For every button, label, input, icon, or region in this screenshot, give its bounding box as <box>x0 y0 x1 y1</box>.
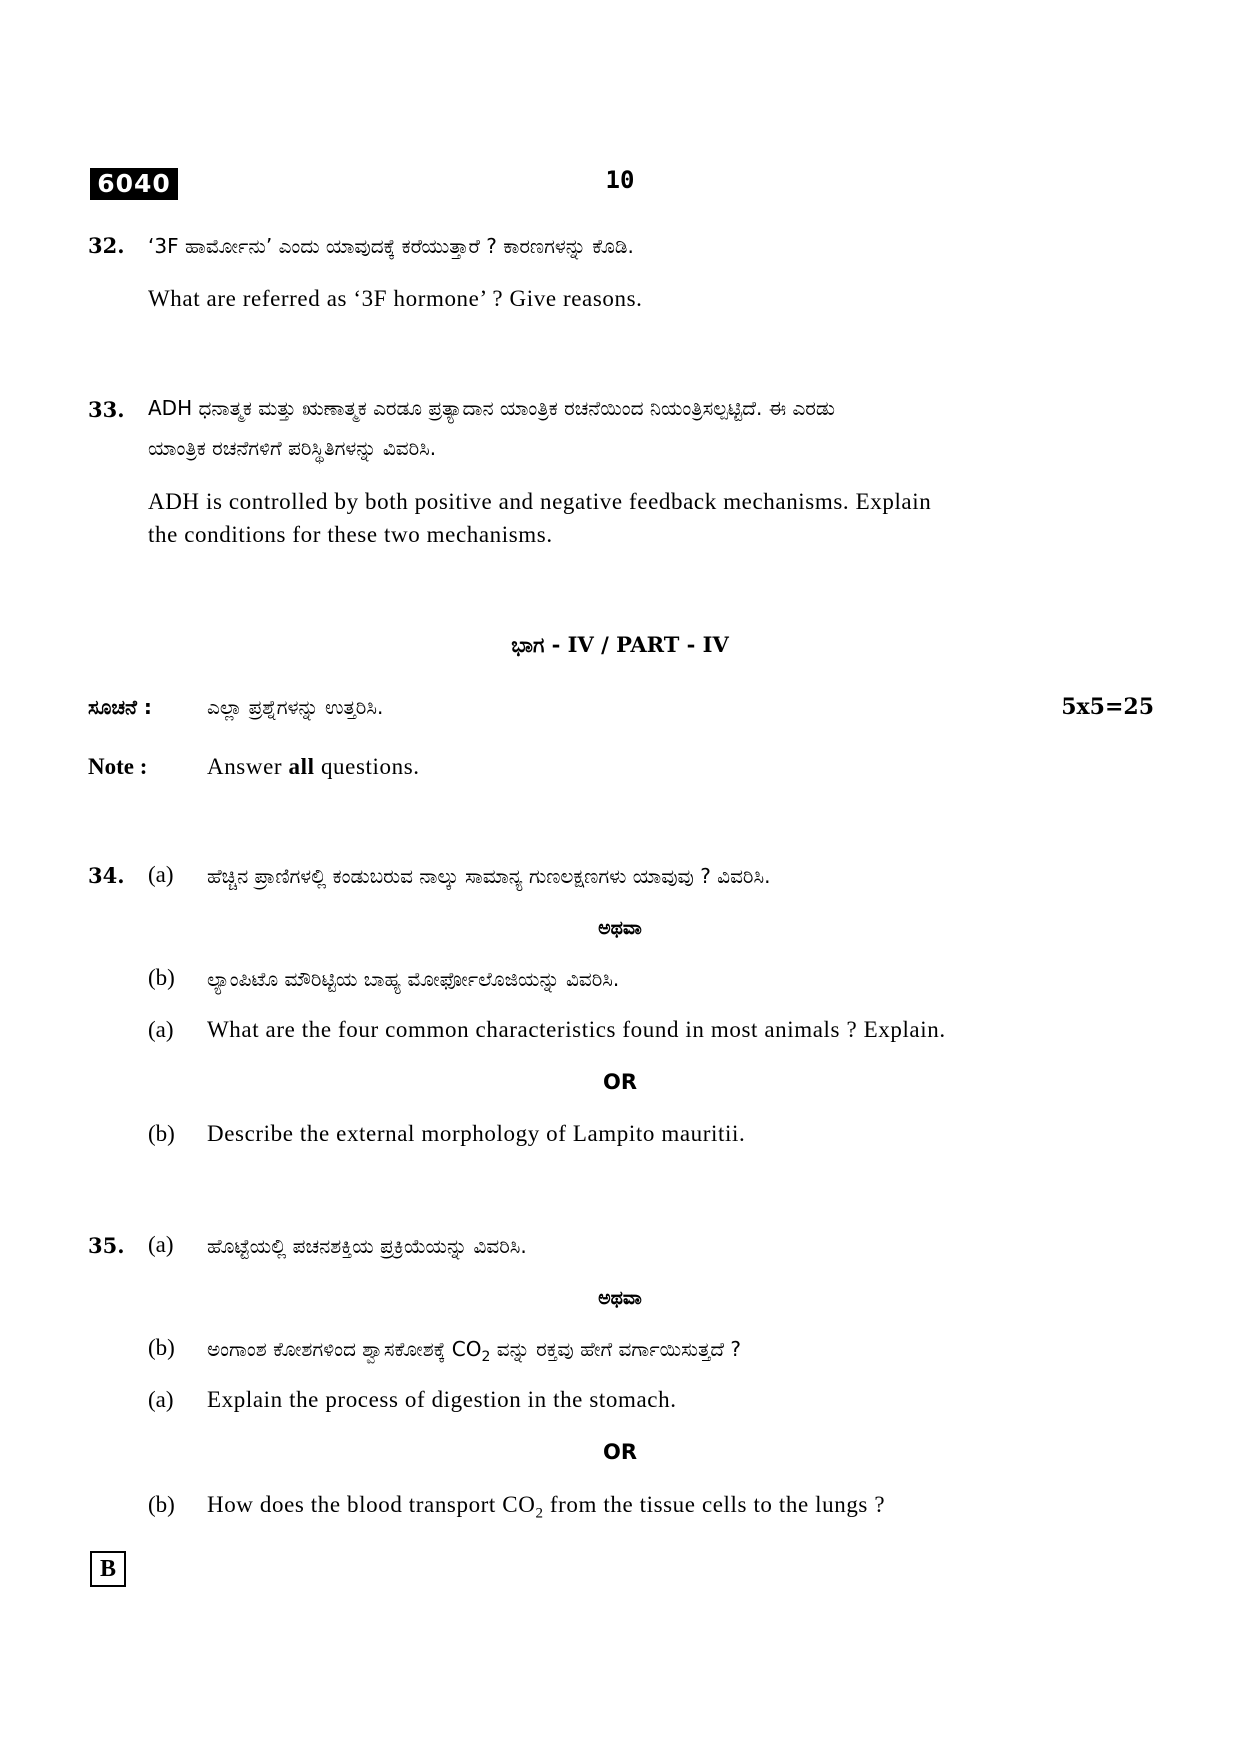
question-33-kannada-line2: ಯಾಂತ್ರಿಕ ರಚನೆಗಳಿಗೆ ಪರಿಸ್ಥಿತಿಗಳನ್ನು ವಿವರಿಸಿ. <box>148 436 437 460</box>
question-33-english-line1: ADH is controlled by both positive and negative feedback mechanisms. Explain <box>148 489 932 514</box>
question-35a-english: Explain the process of digestion in the stomach. <box>207 1387 677 1412</box>
question-32-english: What are referred as ‘3F hormone’ ? Give reasons. <box>148 286 643 311</box>
or-separator-english: OR <box>602 1070 638 1094</box>
question-33-kannada-line1: ADH ಧನಾತ್ಮಕ ಮತ್ತು ಋಣಾತ್ಮಕ ಎರಡೂ ಪ್ರತ್ಯಾದಾನ ಯಾಂತ್ರಿಕ ರಚನೆಯಿಂದ ನಿಯಂತ್ರಿಸಲ್ಪಟ್ಟಿದೆ. ಈ ಎರಡು <box>148 396 835 420</box>
question-35b-english <box>207 1492 885 1523</box>
question-34b-label-kannada: (b) <box>148 965 175 990</box>
question-34a-english: What are the four common characteristics found in most animals ? Explain. <box>207 1017 946 1042</box>
question-35a-label-english: (a) <box>148 1387 174 1412</box>
question-33-number: 33. <box>88 397 125 422</box>
note-text-emphasis: all <box>288 754 315 779</box>
question-34b-kannada: ಲ್ಯಾಂಪಿಟೊ ಮೌರಿಟ್ಟಿಯ ಬಾಹ್ಯ ಮೋರ್ಫೋಲೊಜಿಯನ್ನು ವಿವರಿಸಿ. <box>207 967 620 991</box>
or-separator-english-35: OR <box>602 1440 638 1464</box>
question-35b-english-subscript: 2 <box>535 1505 544 1522</box>
question-34-number: 34. <box>88 863 125 888</box>
or-separator-kannada-35: ಅಥವಾ <box>598 1287 642 1309</box>
question-34b-label-english: (b) <box>148 1121 175 1146</box>
note-label: Note : <box>88 754 148 779</box>
marks-allocation: 5x5=25 <box>1061 694 1154 720</box>
question-35b-kannada-subscript: 2 <box>481 1349 491 1365</box>
part-heading: ಭಾಗ - IV / PART - IV <box>511 632 729 657</box>
question-35b-english-pre: How does the blood transport CO <box>207 1492 536 1517</box>
question-35a-label-kannada: (a) <box>148 1232 174 1257</box>
paper-code-badge: 6040 <box>90 168 178 200</box>
question-32-number: 32. <box>88 233 125 258</box>
question-35b-label-kannada: (b) <box>148 1335 175 1360</box>
question-33-english-line2: the conditions for these two mechanisms. <box>148 522 553 547</box>
or-separator-kannada: ಅಥವಾ <box>598 917 642 939</box>
question-32-kannada: ‘3F ಹಾರ್ಮೋನು’ ಎಂದು ಯಾವುದಕ್ಕೆ ಕರೆಯುತ್ತಾರೆ ? ಕಾರಣಗಳನ್ನು ಕೊಡಿ. <box>148 234 634 258</box>
question-35b-label-english: (b) <box>148 1492 175 1517</box>
question-34a-kannada: ಹೆಚ್ಚಿನ ಪ್ರಾಣಿಗಳಲ್ಲಿ ಕಂಡುಬರುವ ನಾಲ್ಕು ಸಾಮಾನ್ಯ ಗುಣಲಕ್ಷಣಗಳು ಯಾವುವು ? ವಿವರಿಸಿ. <box>207 864 771 888</box>
question-35b-kannada-pre: ಅಂಗಾಂಶ ಕೋಶಗಳಿಂದ ಶ್ವಾಸಕೋಶಕ್ಕೆ CO <box>207 1337 482 1361</box>
question-34a-label-kannada: (a) <box>148 862 174 887</box>
question-35b-kannada <box>207 1337 741 1365</box>
question-35a-kannada: ಹೊಟ್ಟೆಯಲ್ಲಿ ಪಚನಶಕ್ತಿಯ ಪ್ರಕ್ರಿಯೆಯನ್ನು ವಿವರಿಸಿ. <box>207 1234 527 1258</box>
note-text <box>207 754 420 780</box>
question-35b-english-post: from the tissue cells to the lungs ? <box>543 1492 886 1517</box>
paper-version-badge: B <box>90 1551 126 1587</box>
question-35b-kannada-post: ವನ್ನು ರಕ್ತವು ಹೇಗೆ ವರ್ಗಾಯಿಸುತ್ತದೆ ? <box>490 1337 742 1361</box>
note-text-pre: Answer <box>207 754 283 779</box>
instruction-label-kannada: ಸೂಚನೆ : <box>88 695 152 719</box>
question-34a-label-english: (a) <box>148 1017 174 1042</box>
question-35-number: 35. <box>88 1233 125 1258</box>
page-number: 10 <box>605 166 635 194</box>
note-text-post: questions. <box>320 754 420 779</box>
question-34b-english: Describe the external morphology of Lampito mauritii. <box>207 1121 746 1146</box>
instruction-text-kannada: ಎಲ್ಲಾ ಪ್ರಶ್ನೆಗಳನ್ನು ಉತ್ತರಿಸಿ. <box>207 695 384 719</box>
